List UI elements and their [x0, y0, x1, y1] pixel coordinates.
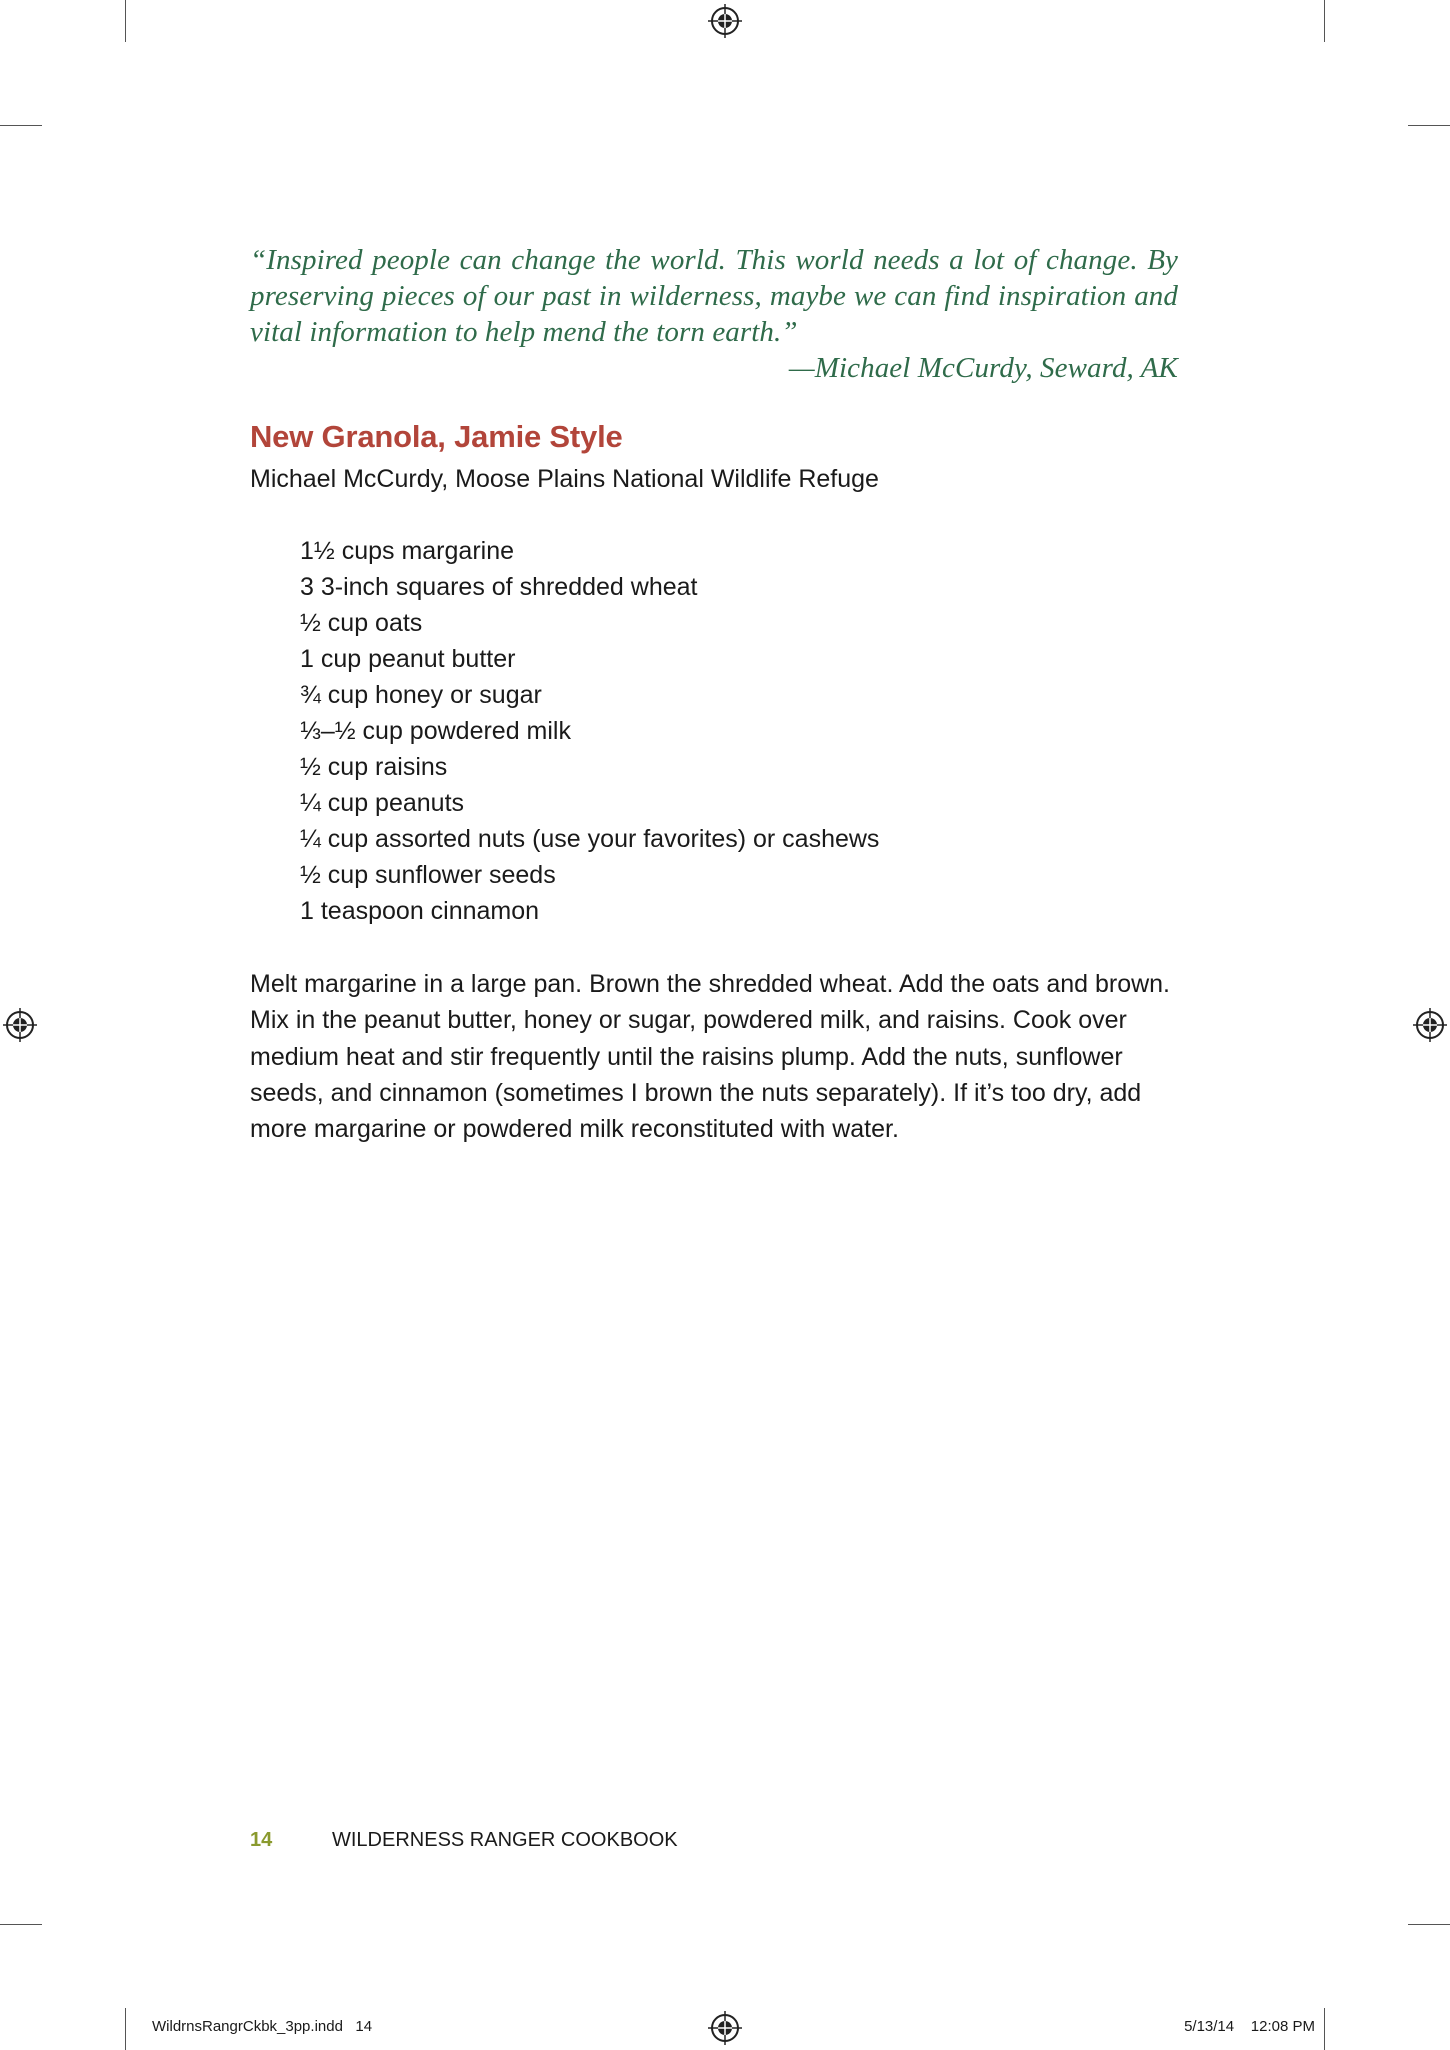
- ingredient-item: 1½ cups margarine: [300, 537, 515, 565]
- ingredient-item: ½ cup sunflower seeds: [300, 861, 556, 889]
- ingredient-item: ½ cup raisins: [300, 753, 448, 781]
- page-footer: [250, 1829, 678, 1852]
- crop-mark-left-bottom: [0, 1924, 42, 1925]
- registration-mark-icon: [1412, 1007, 1448, 1043]
- slug-filename: WildrnsRangrCkbk_3pp.indd 14: [152, 2018, 373, 2035]
- crop-mark-bottom-left: [125, 2008, 126, 2050]
- quote-attribution: —Michael McCurdy, Seward, AK: [788, 352, 1178, 384]
- slug-time: 12:08 PM: [1250, 2018, 1315, 2035]
- ingredient-item: ¾ cup honey or sugar: [300, 681, 542, 709]
- crop-mark-top-right: [1324, 0, 1325, 42]
- recipe-author: Michael McCurdy, Moose Plains National Wildlife Refuge: [250, 465, 879, 493]
- crop-mark-left-top: [0, 125, 42, 126]
- registration-mark-icon: [707, 2010, 743, 2046]
- slug-date: 5/13/14: [1184, 2018, 1235, 2035]
- crop-mark-right-bottom: [1408, 1924, 1450, 1925]
- ingredient-item: 1 teaspoon cinnamon: [300, 897, 540, 925]
- book-title: WILDERNESS RANGER COOKBOOK: [332, 1829, 678, 1851]
- registration-mark-icon: [2, 1007, 38, 1043]
- recipe-instructions: Melt margarine in a large pan. Brown the shredded wheat. Add the oats and brown. Mix in the peanut butter, honey or sugar, powdered milk, and raisins. Cook over medium heat and stir frequently until the raisins plump. Add the nuts, sunflower seeds, and cinnamon (sometimes I brown the nuts separately). If it’s too dry, add more margarine or powdered milk reconstituted with water.: [250, 970, 1171, 1144]
- page-number: 14: [250, 1829, 273, 1851]
- ingredient-item: ⅓–½ cup powdered milk: [300, 717, 571, 745]
- crop-mark-bottom-right: [1324, 2008, 1325, 2050]
- quote-text: “Inspired people can change the world. This world needs a lot of change. By preserving pieces of our past in wilderness, maybe we can find inspiration and vital information to help mend the torn earth.”: [250, 244, 1178, 348]
- epigraph-quote: [250, 242, 1178, 386]
- ingredient-item: 1 cup peanut butter: [300, 645, 516, 673]
- ingredient-item: ¼ cup peanuts: [300, 789, 465, 817]
- ingredient-item: ¼ cup assorted nuts (use your favorites) or cashews: [300, 825, 880, 853]
- slug-timestamp: [1184, 2018, 1315, 2035]
- ingredient-item: ½ cup oats: [300, 609, 423, 637]
- crop-mark-right-top: [1408, 125, 1450, 126]
- ingredient-item: 3 3-inch squares of shredded wheat: [300, 573, 698, 601]
- ingredient-list: [300, 533, 879, 929]
- registration-mark-icon: [707, 3, 743, 39]
- crop-mark-top-left: [125, 0, 126, 42]
- recipe-title: New Granola, Jamie Style: [250, 419, 623, 454]
